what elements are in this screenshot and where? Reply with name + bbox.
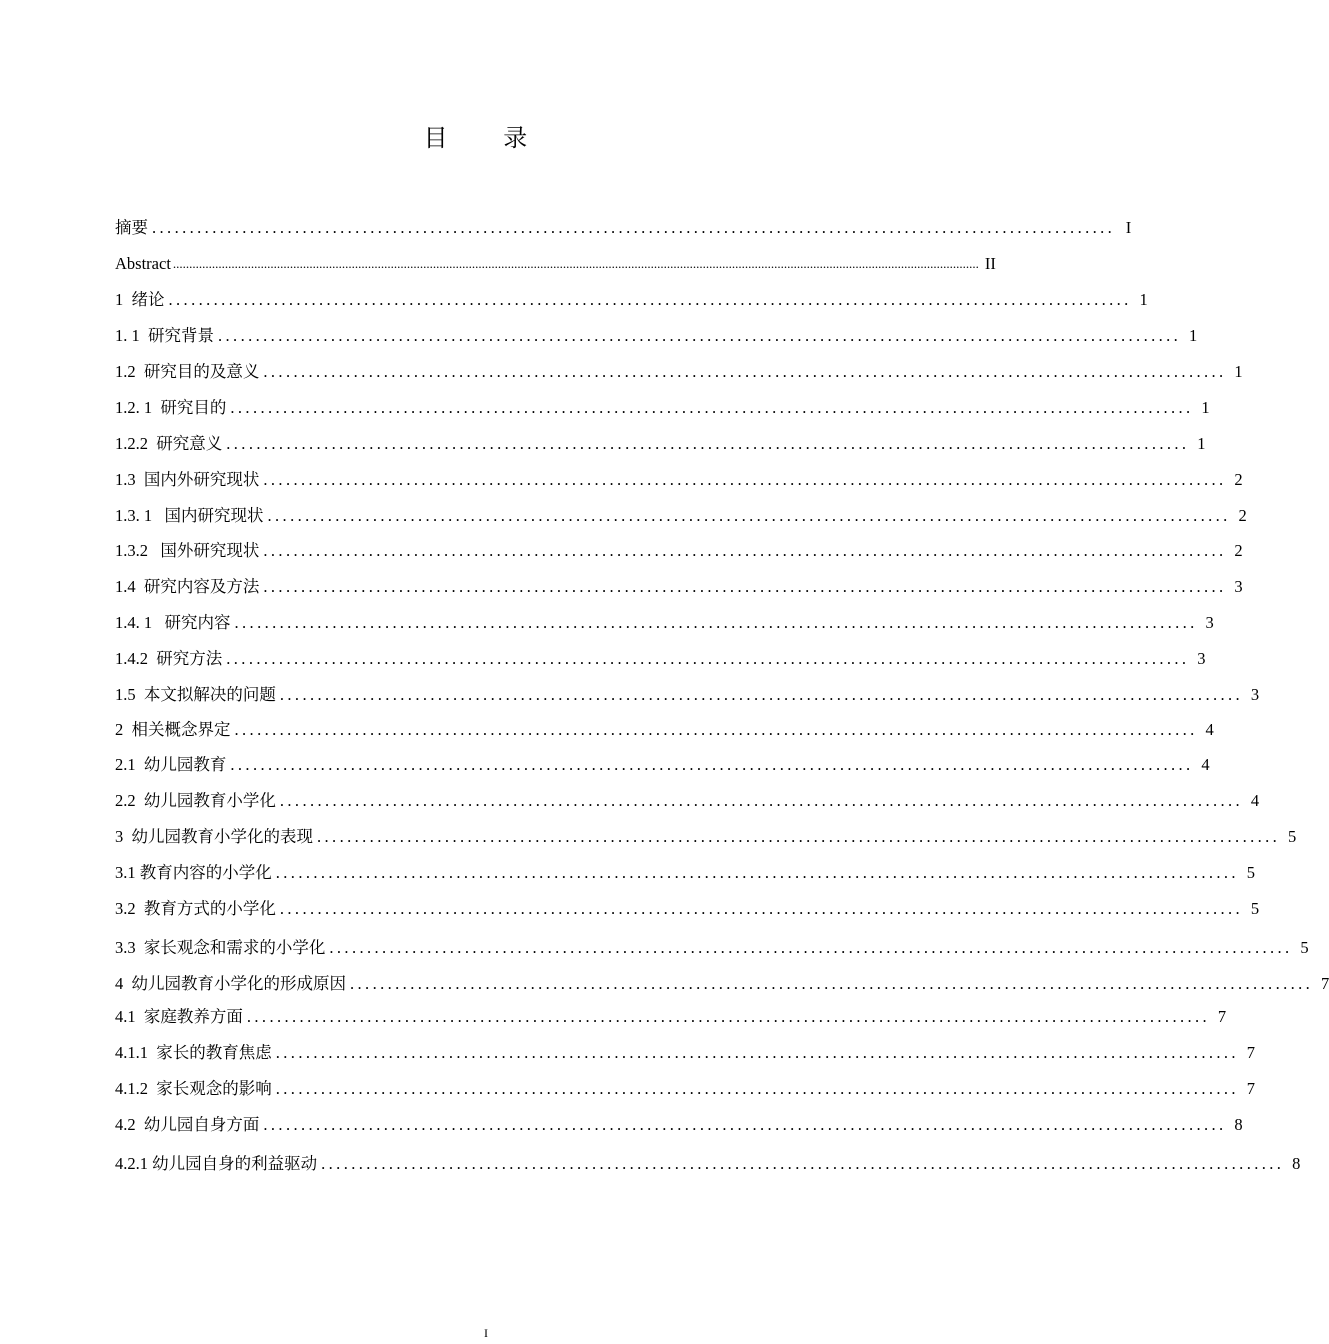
toc-entry-page: 5 [1250, 899, 1260, 918]
toc-entry[interactable] [115, 427, 1206, 455]
toc-entry-page: 1 [1201, 398, 1210, 417]
toc-dot-leader: ................................................................................................................................ [218, 326, 1182, 345]
toc-entry-page: 7 [1320, 974, 1329, 993]
toc-dot-leader: ................................................................................................................................ [152, 218, 1116, 237]
toc-entry-page: 8 [1234, 1115, 1243, 1134]
toc-entry-label: Abstract [115, 254, 171, 273]
toc-entry-label: 4.1 家庭教养方面 [115, 1007, 243, 1026]
toc-entry-page: 4 [1201, 755, 1210, 774]
toc-dot-leader: ................................................................................................................................ [321, 1154, 1285, 1173]
toc-entry-page: 7 [1217, 1007, 1227, 1026]
toc-entry[interactable] [115, 1072, 1255, 1100]
toc-dot-leader: ................................................................................................................................ [275, 1079, 1239, 1098]
toc-entry-label: 3.3 家长观念和需求的小学化 [115, 938, 326, 957]
toc-entry-page: 8 [1292, 1154, 1301, 1173]
toc-entry-label: 3 幼儿园教育小学化的表现 [115, 827, 313, 846]
toc-entry[interactable] [115, 678, 1260, 706]
page-title: 目 录 [423, 124, 552, 152]
toc-entry[interactable] [115, 355, 1243, 383]
toc-entry-label: 4.2.1 幼儿园自身的利益驱动 [115, 1154, 318, 1173]
toc-entry-label: 1.5 本文拟解决的问题 [115, 685, 276, 704]
toc-entry[interactable] [115, 967, 1329, 995]
page-number-footer: I [484, 1326, 488, 1340]
toc-dot-leader: ................................................................................................................................ [168, 290, 1132, 309]
toc-entry-page: 3 [1197, 649, 1206, 668]
toc-entry-label: 2 相关概念界定 [115, 720, 231, 739]
toc-entry-page: II [984, 254, 996, 273]
toc-entry-page: 5 [1300, 938, 1309, 957]
toc-entry-page: 5 [1246, 863, 1255, 882]
toc-entry[interactable] [115, 931, 1309, 959]
toc-entry-label: 1 绪论 [115, 290, 165, 309]
toc-entry-page: 7 [1246, 1079, 1255, 1098]
toc-entry[interactable] [115, 820, 1297, 848]
toc-dot-leader: ........................................................................................................................................................................................................................................................ [172, 256, 979, 271]
toc-dot-leader: ................................................................................................................................ [350, 974, 1314, 993]
toc-entry-page: 3 [1250, 685, 1260, 704]
toc-dot-leader: ................................................................................................................................ [226, 649, 1190, 668]
toc-dot-leader: ................................................................................................................................ [275, 1043, 1239, 1062]
toc-dot-leader: ................................................................................................................................ [234, 720, 1198, 739]
toc-dot-leader: ................................................................................................................................ [279, 899, 1244, 918]
toc-entry[interactable] [115, 391, 1210, 419]
toc-entry[interactable] [115, 642, 1206, 670]
toc-entry[interactable] [115, 892, 1260, 920]
toc-dot-leader: ................................................................................................................................ [275, 863, 1239, 882]
toc-entry[interactable] [115, 570, 1243, 598]
toc-entry-page: 4 [1250, 791, 1260, 810]
toc-entry[interactable] [115, 463, 1243, 491]
toc-entry-label: 1.4 研究内容及方法 [115, 577, 260, 596]
toc-entry-page: 1 [1197, 434, 1206, 453]
toc-dot-leader: ................................................................................................................................ [234, 613, 1198, 632]
toc-entry-label: 2.2 幼儿园教育小学化 [115, 791, 276, 810]
toc-entry-page: 1 [1234, 362, 1243, 381]
toc-entry[interactable] [115, 713, 1214, 741]
toc-dot-leader: ................................................................................................................................ [263, 541, 1227, 560]
toc-dot-leader: ................................................................................................................................ [267, 506, 1231, 525]
toc-entry-page: I [1125, 218, 1132, 237]
toc-entry-label: 1. 1 研究背景 [115, 326, 214, 345]
toc-entry-page: 3 [1205, 613, 1214, 632]
toc-dot-leader: ................................................................................................................................ [246, 1007, 1211, 1026]
toc-entry[interactable] [115, 319, 1198, 347]
toc-entry-label: 1.2.2 研究意义 [115, 434, 223, 453]
toc-entry-page: 2 [1238, 506, 1247, 525]
toc-entry-label: 4.2 幼儿园自身方面 [115, 1115, 260, 1134]
toc-entry-label: 4 幼儿园教育小学化的形成原因 [115, 974, 346, 993]
toc-entry[interactable] [115, 784, 1260, 812]
toc-entry-page: 1 [1188, 326, 1198, 345]
toc-entry-abstract-cn[interactable] [115, 211, 1132, 239]
toc-entry[interactable] [115, 283, 1148, 311]
toc-entry-label: 3.2 教育方式的小学化 [115, 899, 276, 918]
toc-entry[interactable] [115, 1000, 1227, 1028]
toc-entry-label: 3.1 教育内容的小学化 [115, 863, 272, 882]
toc-entry-label: 1.3.2 国外研究现状 [115, 541, 260, 560]
toc-entry[interactable] [115, 1036, 1255, 1064]
toc-entry-label: 1.3. 1 国内研究现状 [115, 506, 264, 525]
toc-entry-label: 4.1.1 家长的教育焦虑 [115, 1043, 272, 1062]
toc-entry-label: 1.2. 1 研究目的 [115, 398, 227, 417]
toc-entry[interactable] [115, 1147, 1301, 1175]
toc-entry-page: 2 [1234, 470, 1243, 489]
toc-dot-leader: ................................................................................................................................ [230, 398, 1194, 417]
toc-entry-page: 2 [1234, 541, 1243, 560]
toc-entry[interactable] [115, 499, 1247, 527]
toc-dot-leader: ................................................................................................................................ [317, 827, 1281, 846]
toc-dot-leader: ................................................................................................................................ [226, 434, 1190, 453]
toc-entry[interactable] [115, 856, 1255, 884]
toc-dot-leader: ................................................................................................................................ [230, 755, 1194, 774]
toc-entry-page: 3 [1234, 577, 1243, 596]
toc-entry-page: 7 [1246, 1043, 1255, 1062]
toc-dot-leader: ................................................................................................................................ [263, 362, 1227, 381]
toc-entry-label: 1.3 国内外研究现状 [115, 470, 260, 489]
toc-entry-label: 2.1 幼儿园教育 [115, 755, 227, 774]
toc-entry-label: 1.2 研究目的及意义 [115, 362, 260, 381]
toc-entry-abstract-en[interactable] [115, 247, 996, 275]
toc-entry-label: 1.4.2 研究方法 [115, 649, 223, 668]
toc-entry-page: 4 [1205, 720, 1214, 739]
toc-entry-label: 1.4. 1 研究内容 [115, 613, 231, 632]
toc-dot-leader: ................................................................................................................................ [263, 1115, 1227, 1134]
toc-entry[interactable] [115, 1108, 1243, 1136]
toc-entry[interactable] [115, 748, 1210, 776]
toc-entry[interactable] [115, 606, 1214, 634]
toc-entry[interactable] [115, 534, 1243, 562]
toc-entry-label: 4.1.2 家长观念的影响 [115, 1079, 272, 1098]
toc-dot-leader: ................................................................................................................................ [279, 791, 1244, 810]
toc-entry-page: 1 [1139, 290, 1148, 309]
toc-dot-leader: ................................................................................................................................ [279, 685, 1244, 704]
toc-dot-leader: ................................................................................................................................ [263, 577, 1227, 596]
toc-entry-page: 5 [1287, 827, 1297, 846]
toc-entry-label: 摘要 [115, 218, 148, 237]
toc-dot-leader: ................................................................................................................................ [329, 938, 1293, 957]
toc-dot-leader: ................................................................................................................................ [263, 470, 1227, 489]
